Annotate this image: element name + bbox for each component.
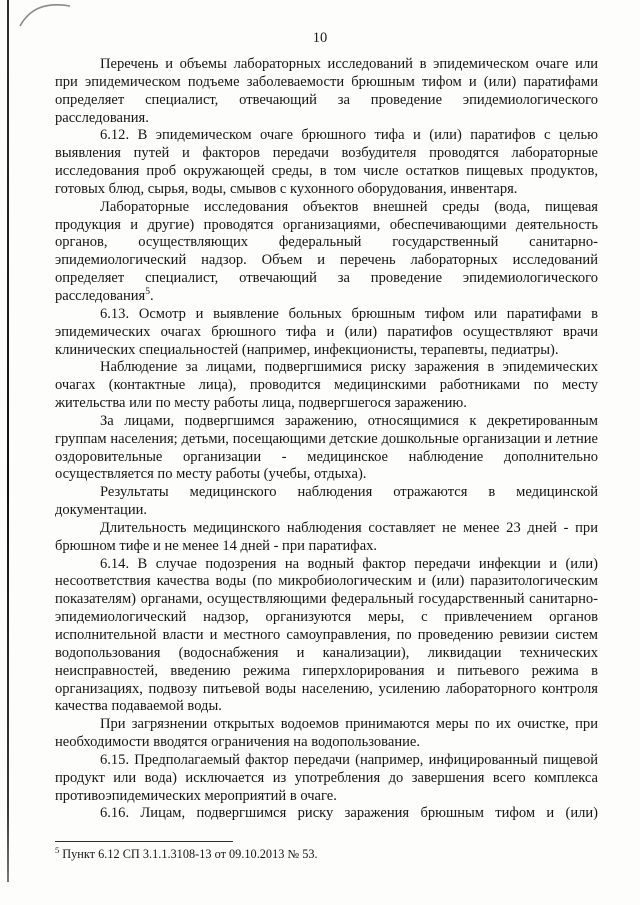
paragraph <box>55 752 598 806</box>
paragraph-text: За лицами, подвергшимся заражению, относящимися к декретированным группам населения; детьми, посещающими детские дошкольные организации и летние оздоровительные организации - медицинское наблюдение дополнительно осуществляется по месту работы (учебы, отдыха). <box>55 412 598 483</box>
footnote-text: Пункт 6.12 СП 3.1.1.3108-13 от 09.10.2013 № 53. <box>62 847 318 861</box>
scan-artifact-left-edge-line <box>7 0 9 882</box>
paragraph <box>55 413 598 484</box>
paragraph-text: Длительность медицинского наблюдения составляет не менее 23 дней - при брюшном тифе и не менее 14 дней - при паратифах. <box>55 519 598 554</box>
paragraph-text: Наблюдение за лицами, подвергшимися риску заражения в эпидемических очагах (контактные лица), проводится медицинскими работниками по месту жительства или по месту работы лица, подвергшегося заражению. <box>55 359 598 412</box>
paragraph-text: 6.13. Осмотр и выявление больных брюшным тифом или паратифами в эпидемических очагах брюшного тифа и (или) паратифов осуществляют врачи клинических специальностей (например, инфекционисты, терапевты, педиатры). <box>55 305 598 358</box>
paragraph-text: 6.16. Лицам, подвергшимся риску заражения брюшным тифом и (или) <box>100 805 598 822</box>
paragraph-text: 6.12. В эпидемическом очаге брюшного тифа и (или) паратифов с целью выявления путей и факторов передачи возбудителя проводятся лабораторные исследования проб окружающей среды, в том числе остатков пищевых продуктов, готовых блюд, сырья, воды, смывов с кухонного оборудования, инвентаря. <box>55 127 598 197</box>
paragraph-text: 6.15. Предполагаемый фактор передачи (например, инфицированный пищевой продукт или вода) исключается из употребления до завершения всего комплекса противоэпидемических мероприятий в очаге. <box>55 751 598 804</box>
paragraph <box>55 716 598 752</box>
footnote-reference: 5 <box>145 287 150 298</box>
paragraph-text: Лабораторные исследования объектов внешней среды (вода, пищевая продукция и другие) проводятся организациями, обеспечивающими деятельность органов, осуществляющих федеральный государственный санитарно-эпидемиологический надзор. Объем и перечень лабораторных исследований определяет специалист, отвечающий за проведение эпидемиологического расследования <box>55 198 598 304</box>
paragraph-text: . <box>150 287 154 304</box>
paragraph <box>55 359 598 413</box>
paragraph <box>55 127 598 198</box>
footnote <box>55 844 598 862</box>
paragraph-text: Результаты медицинского наблюдения отражаются в медицинской документации. <box>55 484 598 519</box>
page-number: 10 <box>312 30 328 46</box>
paragraph <box>55 520 598 556</box>
text-block <box>55 56 598 823</box>
paragraph-text: 6.14. В случае подозрения на водный фактор передачи инфекции и (или) несоответствия качества воды (по микробиологическим и (или) паразитологическим показателям) органами, осуществляющими федеральный государственный санитарно-эпидемиологический надзор, организуются меры, с привлечением органов исполнительной власти и местного самоуправления, по проведению ревизии систем водопользования (водоснабжения и канализации), ликвидации технических неисправностей, введению режима гиперхлорирования и питьевого режима в организациях, подвозу питьевой воды населению, усилению лабораторного контроля качества подаваемой воды. <box>55 555 598 715</box>
scan-artifact-curve-mark <box>16 0 88 30</box>
paragraph <box>55 199 598 306</box>
paragraph <box>55 805 598 823</box>
footnote-marker: 5 <box>55 844 60 855</box>
paragraph <box>55 306 598 360</box>
footnote-area <box>55 841 598 862</box>
paragraph <box>55 484 598 520</box>
paragraph-text: При загрязнении открытых водоемов принимаются меры по их очистке, при необходимости вводятся ограничения на водопользование. <box>55 716 598 751</box>
paragraph-text: Перечень и объемы лабораторных исследований в эпидемическом очаге или при эпидемическом подъеме заболеваемости брюшным тифом и (или) паратифами определяет специалист, отвечающий за проведение эпидемиологического расследования. <box>55 56 598 126</box>
paragraph <box>55 56 598 127</box>
footnote-separator <box>55 841 233 842</box>
paragraph <box>55 556 598 717</box>
